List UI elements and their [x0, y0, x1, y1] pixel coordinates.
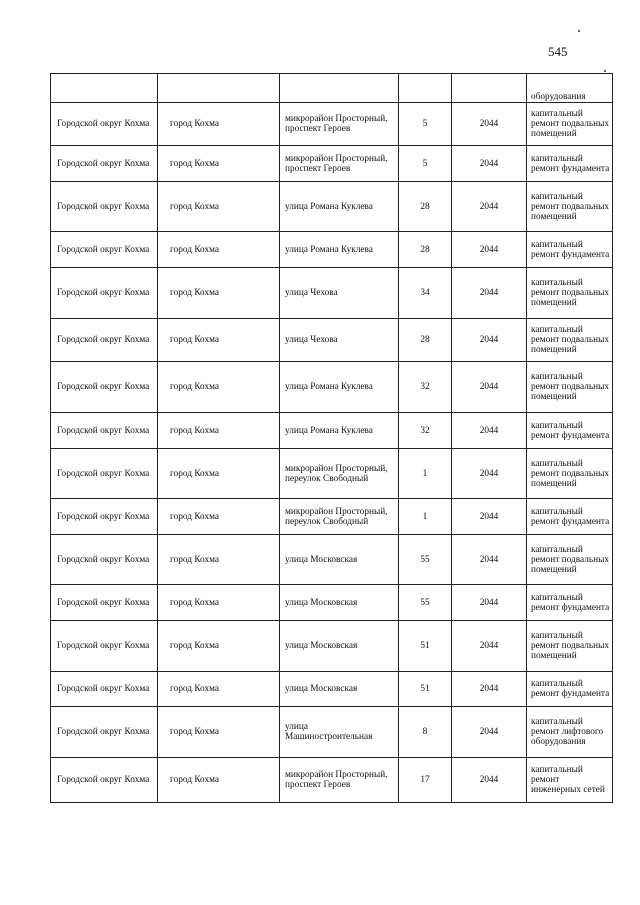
cell-house: 32: [399, 362, 452, 413]
cell-house: [399, 74, 452, 103]
cell-work: капитальный ремонт фундамента: [527, 499, 613, 535]
cell-year: 2044: [452, 232, 527, 268]
cell-house: 51: [399, 672, 452, 707]
cell-street: улица Романа Куклева: [280, 413, 399, 449]
cell-year: 2044: [452, 585, 527, 621]
cell-town: город Кохма: [158, 585, 280, 621]
cell-work: капитальный ремонт подвальных помещений: [527, 103, 613, 146]
cell-town: [158, 74, 280, 103]
cell-town: город Кохма: [158, 499, 280, 535]
cell-town: город Кохма: [158, 413, 280, 449]
cell-district: Городской округ Кохма: [51, 707, 158, 758]
cell-house: 28: [399, 182, 452, 232]
table-row: [51, 182, 613, 232]
cell-year: 2044: [452, 707, 527, 758]
cell-district: Городской округ Кохма: [51, 672, 158, 707]
cell-town: город Кохма: [158, 319, 280, 362]
cell-year: 2044: [452, 319, 527, 362]
cell-year: 2044: [452, 449, 527, 499]
table-row-continuation: [51, 74, 613, 103]
cell-work: оборудования: [527, 74, 613, 103]
cell-year: 2044: [452, 268, 527, 319]
cell-work: капитальный ремонт фундамента: [527, 585, 613, 621]
cell-house: 55: [399, 535, 452, 585]
cell-district: Городской округ Кохма: [51, 319, 158, 362]
table-row: [51, 362, 613, 413]
cell-work: капитальный ремонт подвальных помещений: [527, 182, 613, 232]
cell-town: город Кохма: [158, 707, 280, 758]
cell-work: капитальный ремонт фундамента: [527, 413, 613, 449]
cell-work: капитальный ремонт подвальных помещений: [527, 449, 613, 499]
cell-street: улица Чехова: [280, 268, 399, 319]
cell-town: город Кохма: [158, 268, 280, 319]
cell-year: 2044: [452, 621, 527, 672]
cell-town: город Кохма: [158, 182, 280, 232]
cell-year: 2044: [452, 672, 527, 707]
cell-street: улица Чехова: [280, 319, 399, 362]
table-row: [51, 232, 613, 268]
table-row: [51, 707, 613, 758]
cell-town: город Кохма: [158, 758, 280, 803]
cell-street: микрорайон Просторный, проспект Героев: [280, 146, 399, 182]
cell-street: микрорайон Просторный, проспект Героев: [280, 103, 399, 146]
cell-house: 32: [399, 413, 452, 449]
cell-year: 2044: [452, 362, 527, 413]
cell-town: город Кохма: [158, 449, 280, 499]
cell-year: [452, 74, 527, 103]
cell-work: капитальный ремонт подвальных помещений: [527, 268, 613, 319]
cell-house: 1: [399, 449, 452, 499]
cell-street: микрорайон Просторный, переулок Свободный: [280, 499, 399, 535]
cell-district: Городской округ Кохма: [51, 103, 158, 146]
cell-district: Городской округ Кохма: [51, 413, 158, 449]
cell-house: 51: [399, 621, 452, 672]
cell-work: капитальный ремонт фундамента: [527, 672, 613, 707]
cell-work: капитальный ремонт инженерных сетей: [527, 758, 613, 803]
cell-town: город Кохма: [158, 146, 280, 182]
table-row: [51, 146, 613, 182]
cell-street: улица Московская: [280, 672, 399, 707]
cell-town: город Кохма: [158, 103, 280, 146]
cell-work: капитальный ремонт подвальных помещений: [527, 319, 613, 362]
cell-street: улица Московская: [280, 621, 399, 672]
cell-district: Городской округ Кохма: [51, 449, 158, 499]
cell-town: город Кохма: [158, 232, 280, 268]
cell-district: Городской округ Кохма: [51, 621, 158, 672]
cell-work: капитальный ремонт подвальных помещений: [527, 535, 613, 585]
cell-year: 2044: [452, 146, 527, 182]
cell-street: улица Московская: [280, 535, 399, 585]
table-row: [51, 758, 613, 803]
cell-street: микрорайон Просторный, переулок Свободный: [280, 449, 399, 499]
cell-town: город Кохма: [158, 362, 280, 413]
cell-district: Городской округ Кохма: [51, 585, 158, 621]
scan-speck: [604, 70, 606, 72]
housing-repair-table: [50, 73, 613, 803]
cell-house: 28: [399, 232, 452, 268]
cell-year: 2044: [452, 499, 527, 535]
cell-district: Городской округ Кохма: [51, 146, 158, 182]
cell-street: улица Машиностроительная: [280, 707, 399, 758]
table-row: [51, 621, 613, 672]
cell-work: капитальный ремонт фундамента: [527, 146, 613, 182]
cell-house: 5: [399, 103, 452, 146]
cell-district: Городской округ Кохма: [51, 499, 158, 535]
cell-work: капитальный ремонт подвальных помещений: [527, 621, 613, 672]
cell-district: Городской округ Кохма: [51, 758, 158, 803]
cell-house: 5: [399, 146, 452, 182]
cell-district: [51, 74, 158, 103]
cell-street: улица Московская: [280, 585, 399, 621]
page-number: 545: [548, 44, 568, 59]
cell-house: 1: [399, 499, 452, 535]
table-row: [51, 585, 613, 621]
cell-work: капитальный ремонт фундамента: [527, 232, 613, 268]
table-row: [51, 499, 613, 535]
table-row: [51, 319, 613, 362]
cell-district: Городской округ Кохма: [51, 182, 158, 232]
cell-house: 28: [399, 319, 452, 362]
table-row: [51, 268, 613, 319]
cell-year: 2044: [452, 758, 527, 803]
cell-district: Городской округ Кохма: [51, 232, 158, 268]
cell-town: город Кохма: [158, 535, 280, 585]
cell-work: капитальный ремонт лифтового оборудования: [527, 707, 613, 758]
table-row: [51, 103, 613, 146]
cell-work: капитальный ремонт подвальных помещений: [527, 362, 613, 413]
table-row: [51, 535, 613, 585]
cell-street: [280, 74, 399, 103]
cell-street: улица Романа Куклева: [280, 362, 399, 413]
cell-street: микрорайон Просторный, проспект Героев: [280, 758, 399, 803]
scan-speck: [578, 30, 580, 32]
cell-year: 2044: [452, 535, 527, 585]
cell-house: 55: [399, 585, 452, 621]
cell-year: 2044: [452, 413, 527, 449]
cell-house: 8: [399, 707, 452, 758]
cell-town: город Кохма: [158, 621, 280, 672]
cell-district: Городской округ Кохма: [51, 362, 158, 413]
table-row: [51, 413, 613, 449]
cell-house: 34: [399, 268, 452, 319]
cell-town: город Кохма: [158, 672, 280, 707]
cell-house: 17: [399, 758, 452, 803]
cell-district: Городской округ Кохма: [51, 535, 158, 585]
cell-year: 2044: [452, 182, 527, 232]
cell-street: улица Романа Куклева: [280, 232, 399, 268]
cell-year: 2044: [452, 103, 527, 146]
table-row: [51, 449, 613, 499]
table-row: [51, 672, 613, 707]
cell-street: улица Романа Куклева: [280, 182, 399, 232]
cell-district: Городской округ Кохма: [51, 268, 158, 319]
